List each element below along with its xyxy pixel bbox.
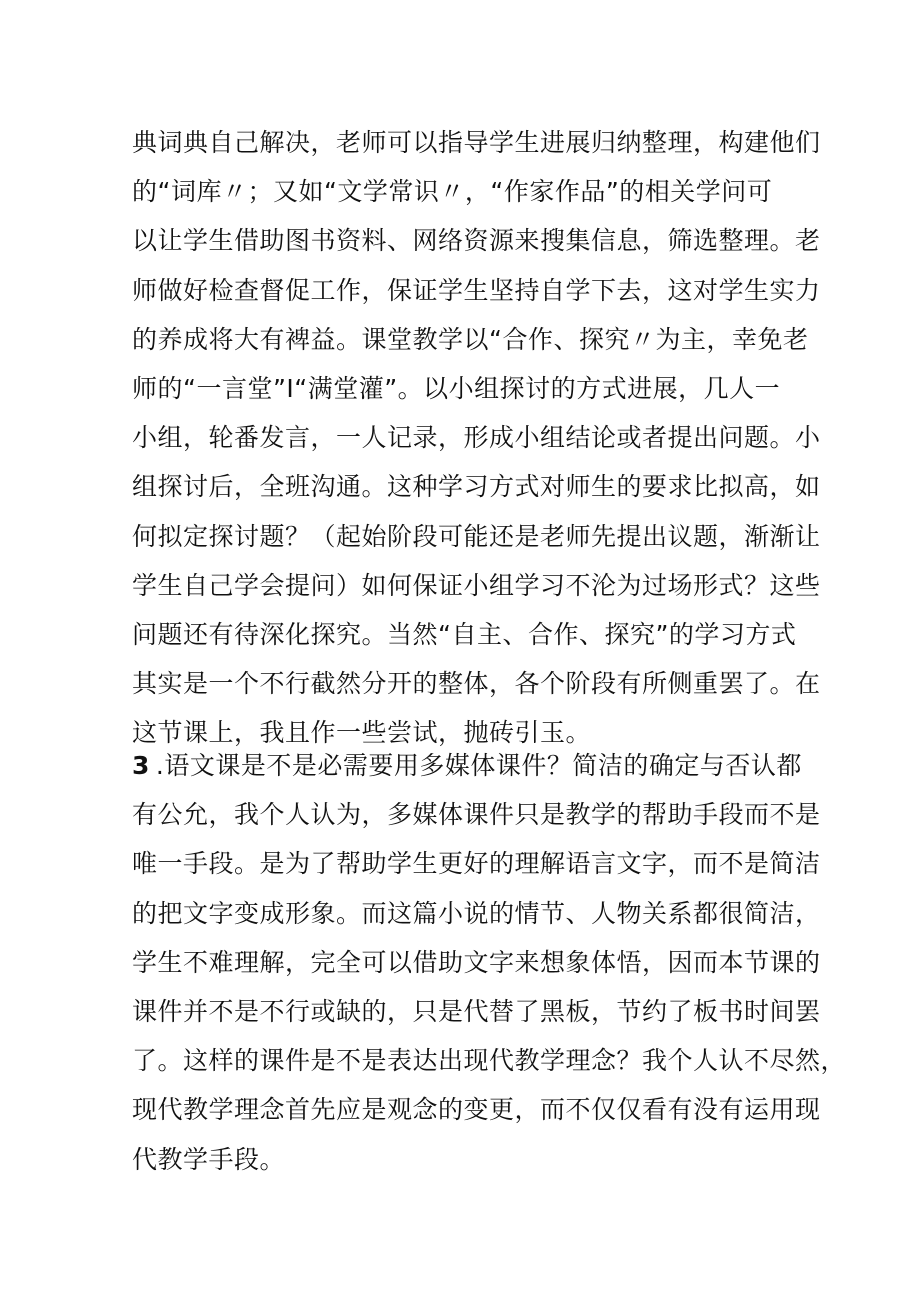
text-line: 组探讨后，全班沟通。这种学习方式对师生的要求比拟高，如 xyxy=(132,472,821,502)
text-line: 唯一手段。是为了帮助学生更好的理解语言文字，而不是简洁 xyxy=(132,849,821,879)
text-line-first xyxy=(132,741,812,790)
paragraph-number: 3 xyxy=(132,751,150,780)
text-line: 现代教学理念首先应是观念的变更，而不仅仅看有没有运用现 xyxy=(132,1095,821,1125)
text-line: 何拟定探讨题？（起始阶段可能还是老师先提出议题，渐渐让 xyxy=(132,521,821,551)
text-line: 典词典自己解决，老师可以指导学生进展归纳整理，构建他们 xyxy=(132,128,821,157)
text-line: 小组，轮番发言，一人记录，形成小组结论或者提出问题。小 xyxy=(132,423,821,453)
text-line: 的把文字变成形象。而这篇小说的情节、人物关系都很简洁， xyxy=(132,898,821,928)
text-line: 的养成将大有裨益。课堂教学以“合作、探究〃为主，幸免老 xyxy=(132,324,809,354)
text-line: 的“词库〃；又如“文学常识〃，“作家作品”的相关学问可 xyxy=(132,177,773,207)
text-line: 学生自己学会提问）如何保证小组学习不沦为过场形式？这些 xyxy=(132,570,821,600)
first-line-text: .语文课是不是必需要用多媒体课件？简洁的确定与否认都 xyxy=(155,751,802,780)
text-line: 以让学生借助图书资料、网络资源来搜集信息，筛选整理。老 xyxy=(132,226,821,256)
text-line: 其实是一个不行截然分开的整体，各个阶段有所侧重罢了。在 xyxy=(132,669,821,699)
text-line: 有公允，我个人认为，多媒体课件只是教学的帮助手段而不是 xyxy=(132,800,821,830)
text-line: 师做好检查督促工作，保证学生坚持自学下去，这对学生实力 xyxy=(132,275,821,305)
paragraph-1 xyxy=(132,118,821,757)
paragraph-2 xyxy=(132,741,847,1184)
text-line: 代教学手段。 xyxy=(132,1144,286,1174)
text-line: 课件并不是不行或缺的，只是代替了黑板，节约了板书时间罢 xyxy=(132,996,821,1026)
text-line: 这节课上，我且作一些尝试，抛砖引玉。 xyxy=(132,718,592,748)
text-line: 了。这样的课件是不是表达出现代教学理念？我个人认不尽然， xyxy=(132,1046,847,1076)
text-line: 问题还有待深化探究。当然“自主、合作、探究”的学习方式 xyxy=(132,619,797,649)
text-line: 学生不难理解，完全可以借助文字来想象体悟，因而本节课的 xyxy=(132,947,821,977)
text-line: 师的“一言堂”I“满堂灌”。以小组探讨的方式进展，几人一 xyxy=(132,373,781,403)
